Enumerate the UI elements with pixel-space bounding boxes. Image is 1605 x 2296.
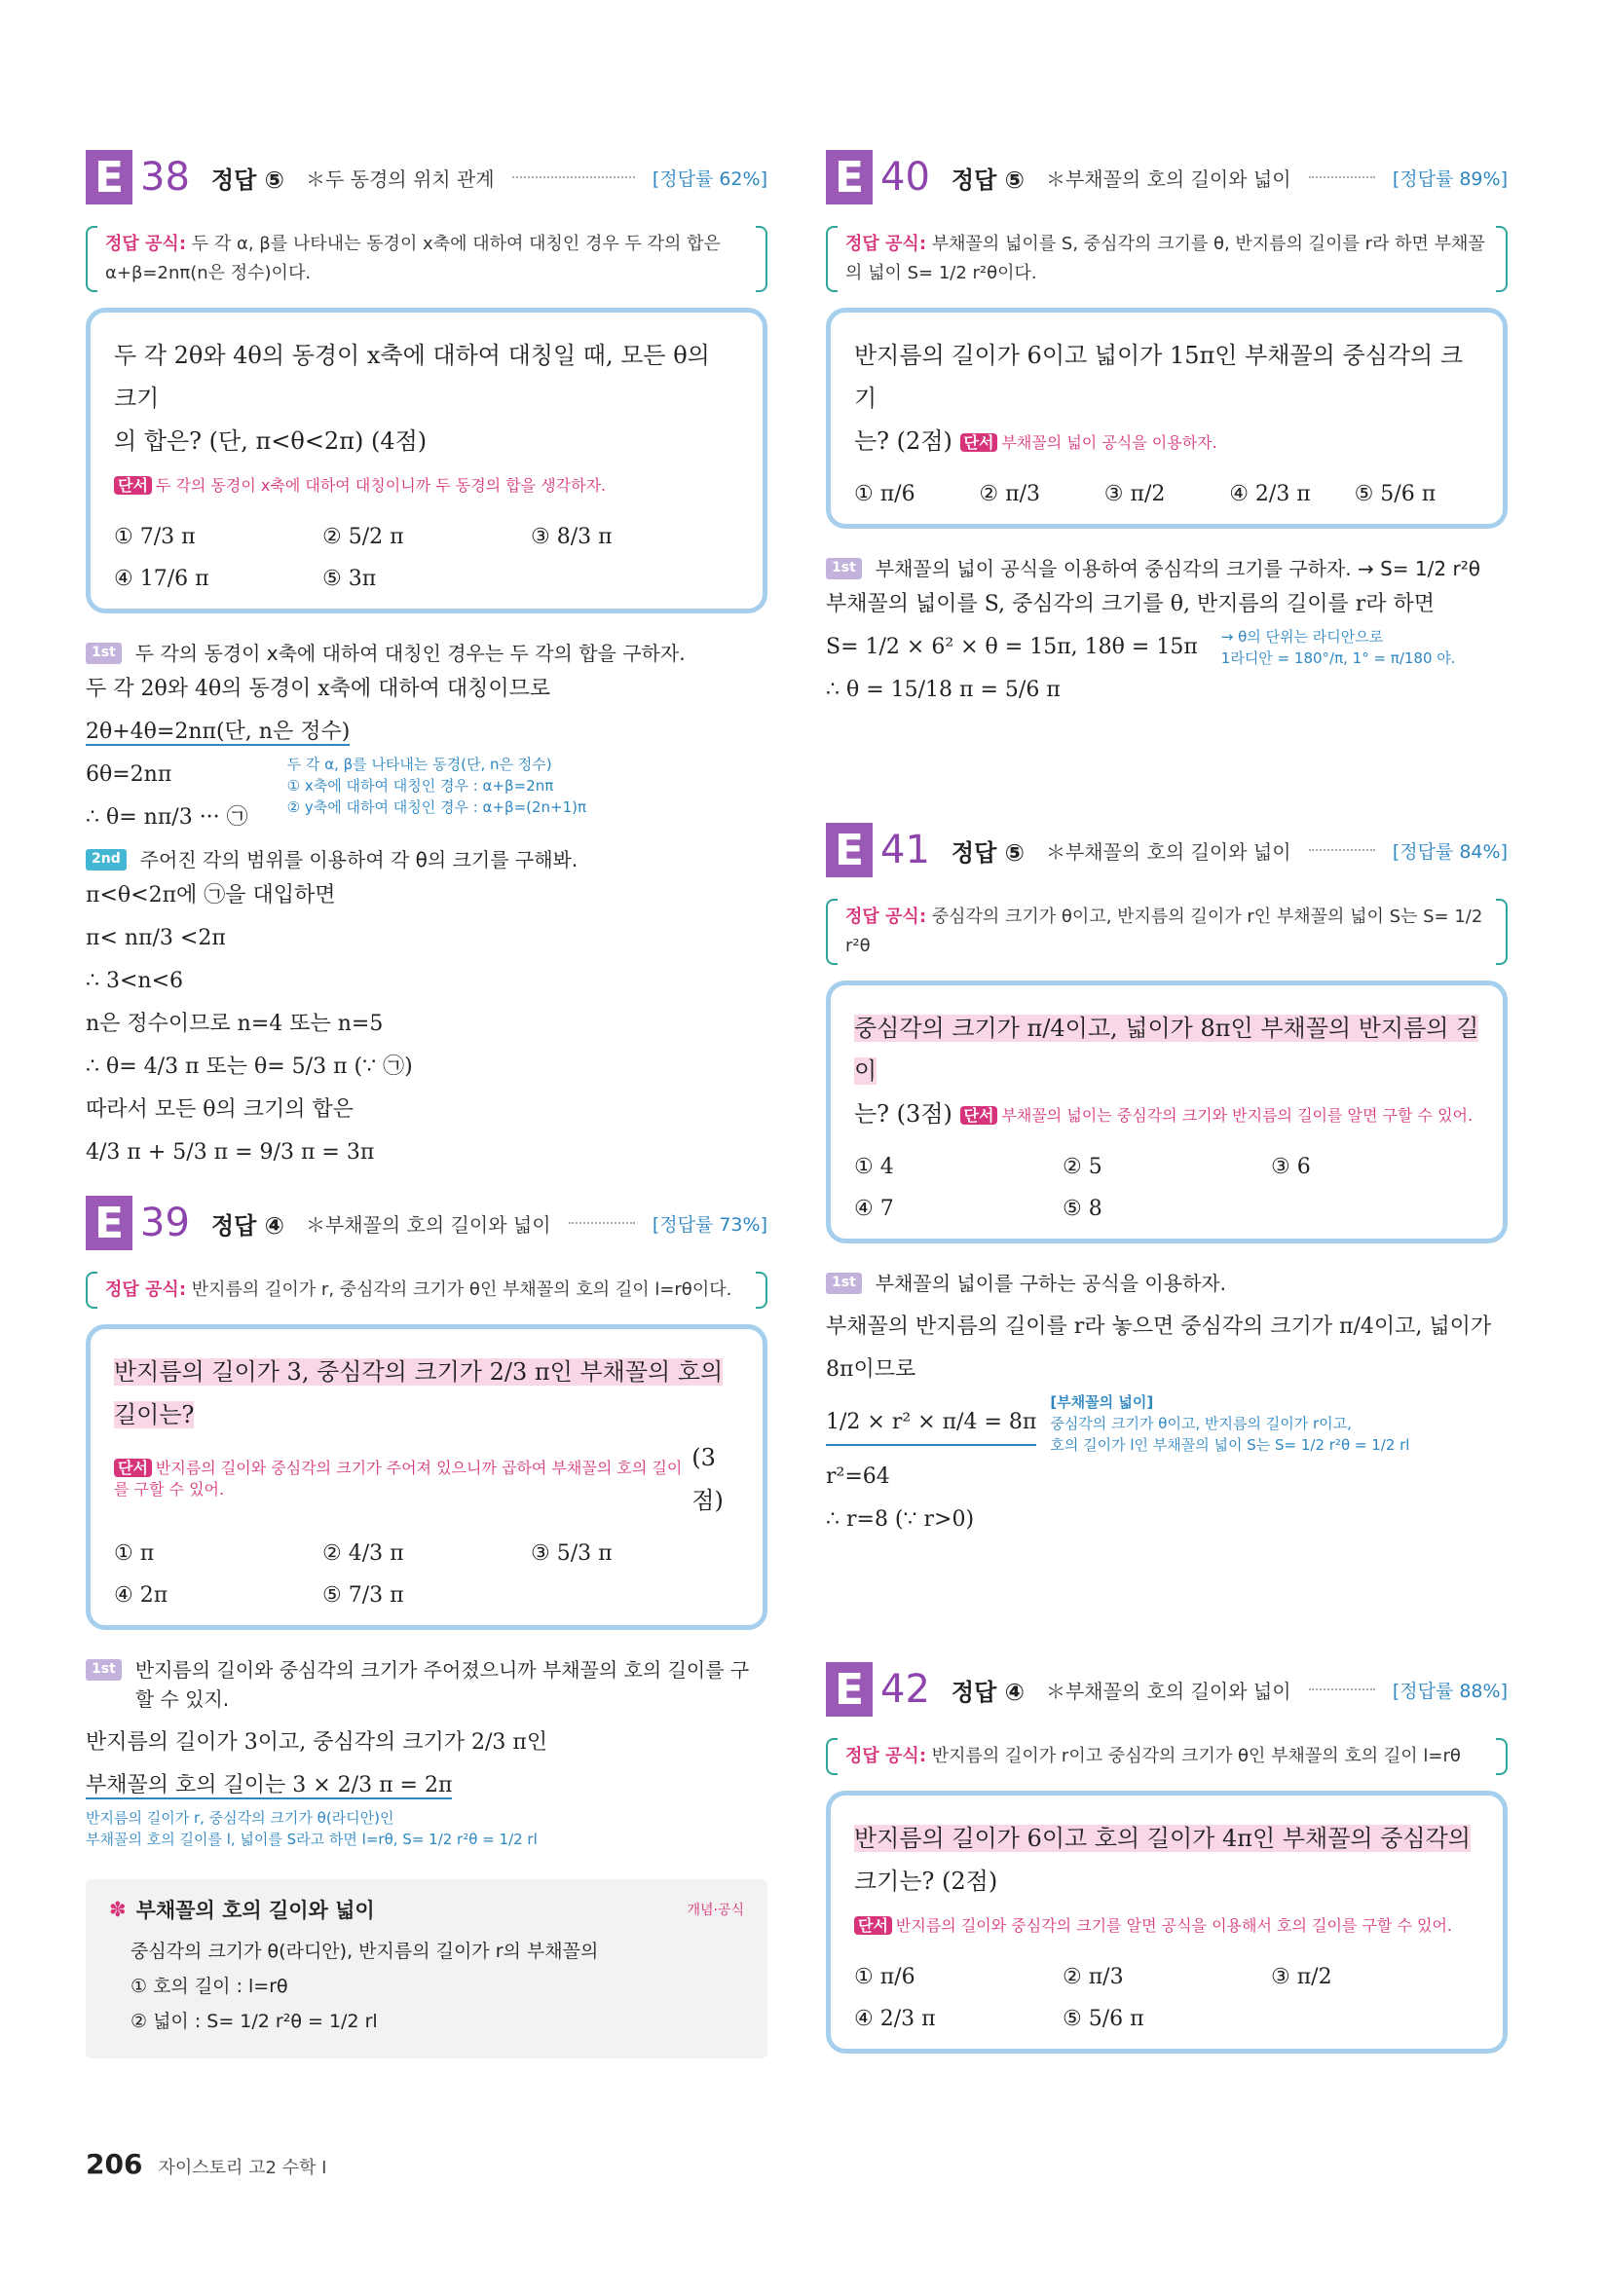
hint-tag: 단서 (114, 476, 152, 495)
question-text: 크기는? (2점) (854, 1868, 998, 1895)
note-line: ② y축에 대하여 대칭인 경우 : α+β=(2n+1)π (286, 798, 587, 816)
step-text: 부채꼴의 넓이를 구하는 공식을 이용하자. (875, 1272, 1227, 1295)
solution-line: ∴ θ= 4/3 π 또는 θ= 5/3 π (∵ ㉠) (86, 1055, 413, 1079)
hint-tag: 단서 (960, 433, 998, 452)
hint-tag: 단서 (960, 1106, 998, 1125)
choice-4-correct[interactable]: ④ 2π (114, 1583, 168, 1608)
solution-row (826, 1391, 1508, 1456)
divider (1309, 849, 1375, 851)
solution-line (86, 711, 767, 754)
question-line: 두 각 2θ와 4θ의 동경이 x축에 대하여 대칭일 때, 모든 θ의 크기 (114, 342, 710, 412)
solution-line: 4/3 π + 5/3 π = 9/3 π = 3π (86, 1140, 375, 1165)
hint (960, 432, 1217, 454)
choice-1[interactable]: ① π (114, 1541, 155, 1566)
question-text: 는? (3점) (854, 1100, 952, 1128)
problem-41 (826, 819, 1508, 1541)
choice-2[interactable]: ② π/3 (1063, 1965, 1124, 1989)
solution-line: r²=64 (826, 1464, 890, 1489)
formula-label: 정답 공식: (845, 1746, 927, 1766)
step-tag: 2nd (86, 849, 127, 870)
hint-tag: 단서 (854, 1916, 892, 1935)
step-text: 반지름의 길이와 중심각의 크기가 주어졌으니까 부채꼴의 호의 길이를 구할 수 있지. (134, 1658, 750, 1711)
question-line (854, 1817, 1479, 1860)
question-box (826, 981, 1508, 1243)
step-text: 주어진 각의 범위를 이용하여 각 θ의 크기를 구해봐. (139, 848, 579, 871)
hint-text: 반지름의 길이와 중심각의 크기가 주어져 있으니까 곱하여 부채꼴의 호의 길이를 구할 수 있어. (114, 1459, 683, 1499)
step-2 (86, 845, 767, 874)
solution-line: π< nπ/3 <2π (86, 926, 226, 950)
question-box (86, 1324, 767, 1630)
topic: ＊부채꼴의 호의 길이와 넓이 (305, 1212, 551, 1237)
choice-2[interactable]: ② π/3 (979, 482, 1040, 506)
formula-text: 중심각의 크기가 θ이고, 반지름의 길이가 r인 부채꼴의 넓이 S는 S= 1/2 r²θ (845, 907, 1483, 956)
note-line: 부채꼴의 호의 길이를 l, 넓이를 S라고 하면 l=rθ, S= 1/2 r²θ = 1/2 rl (86, 1831, 538, 1848)
choice-5-correct[interactable]: ⑤ 3π (322, 567, 377, 591)
solution-line: ∴ θ= nπ/3 ··· ㉠ (86, 805, 248, 830)
question-line (114, 1351, 739, 1436)
problem-header (826, 819, 1508, 881)
topic: ＊두 동경의 위치 관계 (305, 167, 495, 191)
formula-text: 부채꼴의 넓이를 S, 중심각의 크기를 θ, 반지름의 길이를 r라 하면 부채꼴의 넓이 S= 1/2 r²θ이다. (845, 234, 1485, 283)
choice-3[interactable]: ③ 6 (1271, 1155, 1311, 1179)
solution-line: 부채꼴의 넓이를 S, 중심각의 크기를 θ, 반지름의 길이를 r라 하면 (826, 592, 1436, 616)
note-line: 호의 길이가 l인 부채꼴의 넓이 S는 S= 1/2 r²θ = 1/2 rl (1050, 1436, 1410, 1454)
choices (114, 525, 739, 591)
answer: 정답 ⑤ (951, 838, 1025, 867)
topic: ＊부채꼴의 호의 길이와 넓이 (1045, 1679, 1291, 1703)
note-line: 두 각 α, β를 나타내는 동경(단, n은 정수) (286, 756, 552, 773)
solution-line: 부채꼴의 반지름의 길이를 r라 놓으면 중심각의 크기가 π/4이고, 넓이가 (826, 1315, 1492, 1339)
solution-line: 6θ=2nπ (86, 762, 172, 787)
formula-text: 반지름의 길이가 r이고 중심각의 크기가 θ인 부채꼴의 호의 길이 l=rθ (931, 1746, 1461, 1766)
correct-rate: [정답률 73%] (652, 1213, 767, 1236)
step-1 (826, 1269, 1508, 1298)
choice-4[interactable]: ④ 17/6 π (114, 567, 209, 591)
step-text: 두 각의 동경이 x축에 대하여 대칭인 경우는 두 각의 합을 구하자. (134, 642, 686, 665)
solution-line: 두 각 2θ와 4θ의 동경이 x축에 대하여 대칭이므로 (86, 677, 551, 701)
choice-2[interactable]: ② 5/2 π (322, 525, 404, 549)
concept-title (109, 1895, 744, 1924)
choice-5-correct[interactable]: ⑤ 5/6 π (1354, 482, 1437, 506)
hint-text: 반지름의 길이와 중심각의 크기를 알면 공식을 이용해서 호의 길이를 구할 수 있어. (895, 1915, 1453, 1935)
correct-rate: [정답률 88%] (1392, 1680, 1508, 1702)
correct-rate: [정답률 62%] (652, 167, 767, 190)
formula-box (826, 899, 1508, 965)
problem-42 (826, 1658, 1508, 2054)
formula-box (86, 1272, 767, 1309)
question-line (854, 1860, 1479, 1945)
concept-line: ① 호의 길이 : l=rθ (131, 1976, 288, 1997)
choice-3[interactable]: ③ 5/3 π (531, 1541, 613, 1566)
problem-number: 41 (880, 828, 930, 872)
solution-col (86, 754, 248, 839)
equation: 1/2 × r² × π/4 = 8π (826, 1401, 1036, 1446)
choices (854, 1965, 1479, 2031)
choice-1[interactable]: ① π/6 (854, 1965, 915, 1989)
question-text: 반지름의 길이가 6이고 호의 길이가 4π인 부채꼴의 중심각의 (854, 1825, 1471, 1852)
formula-box (826, 1738, 1508, 1775)
topic: ＊부채꼴의 호의 길이와 넓이 (1045, 167, 1291, 191)
answer: 정답 ⑤ (210, 166, 284, 194)
choice-5[interactable]: ⑤ 5/6 π (1063, 2007, 1144, 2031)
left-column (86, 146, 767, 2058)
equation: 부채꼴의 호의 길이는 3 × 2/3 π = 2π (86, 1773, 453, 1797)
concept-tag: 개념·공식 (687, 1903, 744, 1918)
question-line: 반지름의 길이가 6이고 넓이가 15π인 부채꼴의 중심각의 크기 (854, 342, 1464, 412)
choices (854, 1155, 1479, 1221)
solution-line: ∴ 3<n<6 (86, 969, 184, 993)
hint-tag: 단서 (114, 1459, 152, 1477)
question-text: 반지름의 길이가 3, 중심각의 크기가 2/3 π인 부채꼴의 호의 길이는? (114, 1358, 724, 1428)
question-box (86, 308, 767, 613)
choice-4[interactable]: ④ 2/3 π (1229, 482, 1311, 506)
note-line: 1라디안 = 180°/π, 1° = π/180 야. (1220, 649, 1456, 667)
hint-text: 두 각의 동경이 x축에 대하여 대칭이니까 두 동경의 합을 생각하자. (155, 475, 607, 495)
problem-39 (86, 1192, 767, 2058)
hint (114, 475, 606, 497)
solution-line: S= 1/2 × 6² × θ = 15π, 18θ = 15π (826, 635, 1198, 659)
problem-number: 40 (880, 155, 930, 200)
solution-line: 따라서 모든 θ의 크기의 합은 (86, 1097, 354, 1122)
problem-header (86, 1192, 767, 1254)
step-1 (86, 639, 767, 668)
side-note (1221, 626, 1456, 669)
choices (114, 1541, 739, 1608)
solution-line: 반지름의 길이가 3이고, 중심각의 크기가 2/3 π인 (86, 1730, 548, 1755)
question-text: 중심각의 크기가 π/4이고, 넓이가 8π인 부채꼴의 반지름의 길이 (854, 1015, 1479, 1085)
formula-text: 반지름의 길이가 r, 중심각의 크기가 θ인 부채꼴의 호의 길이 l=rθ이다. (191, 1279, 732, 1300)
choice-5-correct[interactable]: ⑤ 8 (1063, 1197, 1102, 1221)
answer: 정답 ④ (210, 1211, 284, 1240)
problem-number: 42 (880, 1667, 930, 1712)
answer: 정답 ④ (951, 1678, 1025, 1706)
note-line: 반지름의 길이가 r, 중심각의 크기가 θ(라디안)인 (86, 1809, 394, 1827)
formula-label: 정답 공식: (105, 234, 187, 254)
choice-3[interactable]: ③ π/2 (1271, 1965, 1332, 1989)
concept-line: ② 넓이 : S= 1/2 r²θ = 1/2 rl (131, 2011, 378, 2032)
section-label: E (826, 1662, 873, 1717)
question-line (114, 420, 739, 505)
question-text: 의 합은? (단, π<θ<2π) (4점) (114, 427, 428, 455)
question-line (854, 1007, 1479, 1092)
points: (3점) (691, 1444, 724, 1514)
problem-38 (86, 146, 767, 1174)
solution-line: π<θ<2π에 ㉠을 대입하면 (86, 883, 336, 907)
question-box (826, 308, 1508, 529)
hint-text: 부채꼴의 넓이 공식을 이용하자. (1001, 432, 1217, 452)
problem-number: 38 (140, 155, 190, 200)
divider (1309, 1688, 1375, 1690)
note-line: → θ의 단위는 라디안으로 (1220, 628, 1384, 646)
solution-line: ∴ θ = 15/18 π = 5/6 π (826, 678, 1061, 702)
section-label: E (86, 1196, 132, 1250)
side-note (1050, 1391, 1409, 1456)
choice-1[interactable]: ① π/6 (854, 482, 915, 506)
formula-label: 정답 공식: (845, 907, 927, 927)
question-text: 는? (2점) (854, 427, 952, 455)
problem-40 (826, 146, 1508, 712)
note-line: ① x축에 대하여 대칭인 경우 : α+β=2nπ (286, 777, 554, 795)
section-label: E (826, 150, 873, 204)
solution-line: ∴ r=8 (∵ r>0) (826, 1507, 975, 1532)
choice-5[interactable]: ⑤ 7/3 π (322, 1583, 404, 1608)
problem-header (826, 146, 1508, 208)
question-box (826, 1791, 1508, 2054)
question-line (854, 1092, 1479, 1135)
choice-1[interactable]: ① 4 (854, 1155, 894, 1179)
note-line: 중심각의 크기가 θ이고, 반지름의 길이가 r이고, (1050, 1415, 1352, 1432)
right-column (826, 146, 1508, 2054)
solution-line: n은 정수이므로 n=4 또는 n=5 (86, 1012, 384, 1036)
hint-text: 부채꼴의 넓이는 중심각의 크기와 반지름의 길이를 알면 구할 수 있어. (1001, 1105, 1474, 1125)
step-tag: 1st (826, 1273, 862, 1294)
choice-3[interactable]: ③ 8/3 π (531, 525, 613, 549)
step-1 (86, 1655, 767, 1714)
section-label: E (86, 150, 132, 204)
solution-line (86, 1764, 767, 1807)
formula-label: 정답 공식: (845, 234, 927, 254)
concept-line: 중심각의 크기가 θ(라디안), 반지름의 길이가 r의 부채꼴의 (131, 1941, 599, 1962)
step-tag: 1st (86, 1659, 122, 1681)
choice-4-correct[interactable]: ④ 2/3 π (854, 2007, 936, 2031)
divider (512, 176, 635, 178)
correct-rate: [정답률 84%] (1392, 840, 1508, 863)
hint (960, 1105, 1474, 1127)
choice-1[interactable]: ① 7/3 π (114, 525, 196, 549)
flower-icon: ✽ (109, 1898, 127, 1921)
step-text: 부채꼴의 넓이 공식을 이용하여 중심각의 크기를 구하자. → S= 1/2 r²θ (875, 557, 1480, 580)
equation: 2θ+4θ=2nπ(단, n은 정수) (86, 720, 351, 744)
page-footer (86, 2148, 326, 2180)
book-title: 자이스토리 고2 수학 I (158, 2158, 327, 2178)
solution-row (86, 754, 767, 839)
choice-2[interactable]: ② 4/3 π (322, 1541, 404, 1566)
problem-header (826, 1658, 1508, 1721)
answer: 정답 ⑤ (951, 166, 1025, 194)
section-label: E (826, 823, 873, 877)
question-line (854, 420, 1479, 463)
choice-3[interactable]: ③ π/2 (1103, 482, 1166, 506)
divider (1309, 176, 1375, 178)
side-note (287, 754, 586, 839)
formula-label: 정답 공식: (105, 1279, 187, 1300)
formula-text: 두 각 α, β를 나타내는 동경이 x축에 대하여 대칭인 경우 두 각의 합은 α+β=2nπ(n은 정수)이다. (105, 234, 721, 283)
step-tag: 1st (826, 558, 862, 579)
step-1 (826, 554, 1508, 583)
problem-number: 39 (140, 1201, 190, 1245)
choice-4[interactable]: ④ 7 (854, 1197, 894, 1221)
topic: ＊부채꼴의 호의 길이와 넓이 (1045, 839, 1291, 864)
question-line (114, 1436, 739, 1522)
hint (114, 1458, 691, 1500)
hint (854, 1915, 1452, 1937)
step-tag: 1st (86, 643, 122, 664)
concept-title-text: 부채꼴의 호의 길이와 넓이 (135, 1899, 375, 1922)
choices (854, 482, 1479, 506)
formula-box (86, 226, 767, 292)
solution-row (826, 626, 1508, 669)
choice-2[interactable]: ② 5 (1063, 1155, 1102, 1179)
page-number: 206 (86, 2148, 143, 2180)
note-line: [부채꼴의 넓이] (1050, 1393, 1154, 1411)
concept-box (86, 1879, 767, 2058)
divider (569, 1222, 635, 1224)
formula-box (826, 226, 1508, 292)
correct-rate: [정답률 89%] (1392, 167, 1508, 190)
problem-header (86, 146, 767, 208)
solution-line: 8π이므로 (826, 1357, 916, 1382)
